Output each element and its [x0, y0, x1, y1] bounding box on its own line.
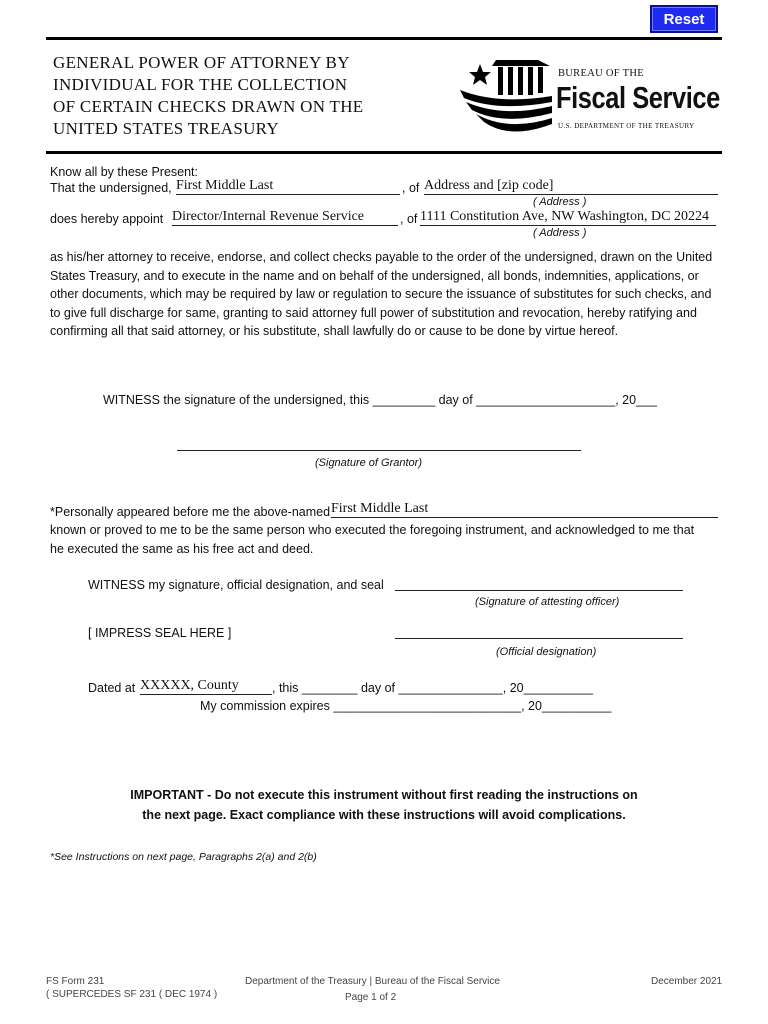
title-line: OF CERTAIN CHECKS DRAWN ON THE: [53, 97, 364, 116]
appoint-label: does hereby appoint: [50, 212, 164, 226]
dated-day-line: , this ________ day of _______________, 20__________: [272, 681, 594, 695]
undersigned-label: That the undersigned,: [50, 181, 172, 195]
dated-at-field[interactable]: XXXXX, County: [140, 678, 272, 695]
attesting-signature-line[interactable]: [395, 590, 683, 591]
footer-supersedes: ( SUPERCEDES SF 231 ( DEC 1974 ): [46, 989, 218, 1000]
footer-department: Department of the Treasury | Bureau of the Fiscal Service: [245, 976, 500, 987]
authority-paragraph: as his/her attorney to receive, endorse, and collect checks payable to the order of the undersigned, drawn on the United States Treasury, and to execute in the name and on behalf of the undersigned, all bonds, indemnities, applications, or other documents, which may be required by law or regulation to secure the issuance of substitutes for such checks, and to give full discharge for same, granting to said attorney full power of substitution and revocation, hereby ratifying and confirming all that said attorney, or his substitute, shall lawfully do or cause to be done by virtue hereof.: [50, 250, 713, 338]
appeared-name-field[interactable]: First Middle Last: [331, 501, 718, 518]
attorney-address-field[interactable]: 1111 Constitution Ave, NW Washington, DC 20224: [420, 209, 716, 226]
logo-text-bureau: BUREAU OF THE: [558, 68, 644, 79]
dated-at-label: Dated at: [88, 681, 136, 695]
appeared-label: *Personally appeared before me the above-named: [50, 505, 331, 519]
page-title: [53, 52, 433, 140]
witness-seal-label: WITNESS my signature, official designation, and seal: [88, 578, 384, 592]
header-top-rule: [46, 37, 722, 40]
attesting-officer-caption: (Signature of attesting officer): [475, 596, 620, 608]
reset-button[interactable]: Reset: [650, 5, 718, 33]
grantor-signature-line[interactable]: [177, 450, 581, 451]
commission-expires-line: My commission expires ___________________________, 20__________: [200, 699, 612, 713]
fiscal-service-logo: [458, 50, 720, 140]
acknowledgment-line-1: known or proved to me to be the same person who executed the foregoing instrument, and acknowledged to me that: [50, 523, 695, 537]
official-designation-line[interactable]: [395, 638, 683, 639]
witness-date-line: WITNESS the signature of the undersigned, this _________ day of ____________________, 20___: [103, 393, 657, 407]
footer-page-number: Page 1 of 2: [345, 992, 397, 1003]
footer-form-number: FS Form 231: [46, 976, 105, 987]
title-line: INDIVIDUAL FOR THE COLLECTION: [53, 75, 348, 94]
address-caption: ( Address ): [533, 196, 587, 208]
logo-text-fiscal-service: Fiscal Service: [556, 80, 720, 115]
logo-text-department: U.S. DEPARTMENT OF THE TREASURY: [558, 122, 695, 130]
title-line: GENERAL POWER OF ATTORNEY BY: [53, 53, 350, 72]
see-instructions-note: *See Instructions on next page, Paragraphs 2(a) and 2(b): [50, 851, 317, 863]
header-bottom-rule: [46, 151, 722, 154]
address-caption: ( Address ): [533, 227, 587, 239]
undersigned-name-field[interactable]: First Middle Last: [176, 178, 400, 195]
of-label: , of: [402, 181, 420, 195]
important-notice-line-2: the next page. Exact compliance with these instructions will avoid complications.: [142, 808, 626, 822]
grantor-address-field[interactable]: Address and [zip code]: [424, 178, 718, 195]
of-label: , of: [400, 212, 418, 226]
title-line: UNITED STATES TREASURY: [53, 119, 279, 138]
acknowledgment-line-2: he executed the same as his free act and deed.: [50, 542, 314, 556]
know-all-text: Know all by these Present:: [50, 165, 198, 179]
impress-seal-text: [ IMPRESS SEAL HERE ]: [88, 626, 232, 640]
footer-date: December 2021: [651, 976, 723, 987]
grantor-signature-caption: (Signature of Grantor): [315, 457, 422, 469]
official-designation-caption: (Official designation): [496, 646, 597, 658]
treasury-building-icon: [458, 50, 554, 140]
attorney-name-field[interactable]: Director/Internal Revenue Service: [172, 209, 398, 226]
important-notice-line-1: IMPORTANT - Do not execute this instrument without first reading the instructions on: [130, 788, 638, 802]
